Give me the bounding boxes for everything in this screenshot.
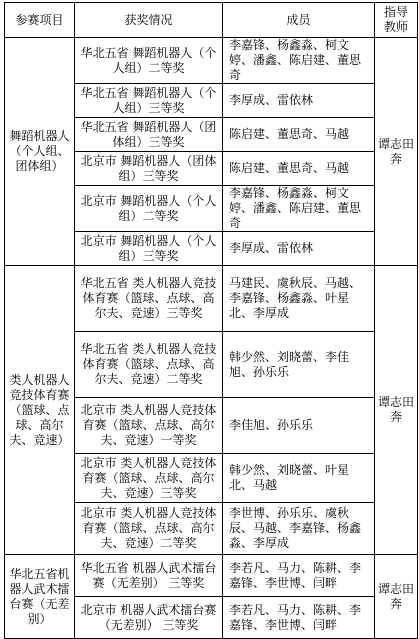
members-cell: 陈启建、董思奇、马越	[223, 118, 375, 152]
members-cell: 韩少然、刘晓蕾、李佳旭、孙乐乐	[223, 332, 375, 398]
members-cell: 陈启建、董思奇、马越	[223, 152, 375, 186]
header-award: 获奖情况	[75, 3, 223, 38]
table-row	[5, 555, 418, 597]
header-project: 参赛项目	[5, 3, 75, 38]
header-teacher	[375, 3, 418, 38]
members-cell: 李佳旭、孙乐乐	[223, 398, 375, 454]
project-cell-dance: 舞蹈机器人（个人组、团体组）	[5, 38, 75, 266]
members-cell: 马建民、虞秋辰、马越、李嘉锋、杨鑫淼、叶星北、李厚成	[223, 266, 375, 332]
award-cell: 北京市 类人机器人竞技体育赛（篮球、点球、高尔夫、竞速）一等奖	[75, 398, 223, 454]
project-cell-arena: 华北五省机器人武术擂台赛（无差别）	[5, 555, 75, 639]
table-row	[5, 38, 418, 84]
award-cell: 华北五省 舞蹈机器人（个人组）二等奖	[75, 38, 223, 84]
project-cell-humanoid: 类人机器人竞技体育赛（篮球、点球、高尔夫、竞速）	[5, 266, 75, 555]
members-cell: 李嘉锋、杨鑫淼、柯文婷、潘鑫、陈启建、董思奇	[223, 38, 375, 84]
members-cell: 李世博、孙乐乐、虞秋辰、马越、李嘉锋、杨鑫淼、李厚成	[223, 503, 375, 555]
award-cell: 华北五省 舞蹈机器人（团体组）三等奖	[75, 118, 223, 152]
members-cell: 韩少然、刘晓蕾、叶星北、马越	[223, 454, 375, 503]
members-cell: 李厚成、雷依林	[223, 84, 375, 118]
awards-table	[4, 2, 418, 639]
teacher-cell-arena: 谭志田奔	[375, 555, 418, 639]
award-cell: 北京市 机器人武术擂台赛（无差别） 三等奖	[75, 597, 223, 639]
header-teacher-line2: 教师	[383, 20, 408, 34]
members-cell: 李厚成、雷依林	[223, 232, 375, 266]
members-cell: 李若凡、马力、陈耕、李嘉锋、李世博、闫畔	[223, 555, 375, 597]
table-header-row	[5, 3, 418, 38]
members-cell: 李若凡、马力、陈耕、李嘉锋、李世博、闫畔	[223, 597, 375, 639]
award-cell: 北京市 类人机器人竞技体育赛（篮球、点球、高尔夫、竞速）三等奖	[75, 454, 223, 503]
award-cell: 华北五省 类人机器人竞技体育赛（篮球、点球、高尔夫、竞速）三等奖	[75, 266, 223, 332]
header-members: 成员	[223, 3, 375, 38]
award-cell: 北京市 舞蹈机器人（个人组）二等奖	[75, 186, 223, 232]
teacher-cell-humanoid: 谭志田奔	[375, 266, 418, 555]
award-cell: 华北五省 舞蹈机器人（个人组）三等奖	[75, 84, 223, 118]
teacher-cell-dance: 谭志田奔	[375, 38, 418, 266]
award-cell: 北京市 舞蹈机器人（个人组）三等奖	[75, 232, 223, 266]
award-cell: 北京市 舞蹈机器人（团体组）三等奖	[75, 152, 223, 186]
header-teacher-line1: 指导	[383, 5, 408, 19]
award-cell: 北京市 类人机器人竞技体育赛（篮球、点球、高尔夫、竞速）二等奖	[75, 503, 223, 555]
award-cell: 华北五省 机器人武术擂台赛（无差别） 三等奖	[75, 555, 223, 597]
award-cell: 华北五省 类人机器人竞技体育赛（篮球、点球、高尔夫、竞速）二等奖	[75, 332, 223, 398]
members-cell: 李嘉锋、杨鑫淼、柯文婷、潘鑫、陈启建、董思奇	[223, 186, 375, 232]
table-row	[5, 266, 418, 332]
